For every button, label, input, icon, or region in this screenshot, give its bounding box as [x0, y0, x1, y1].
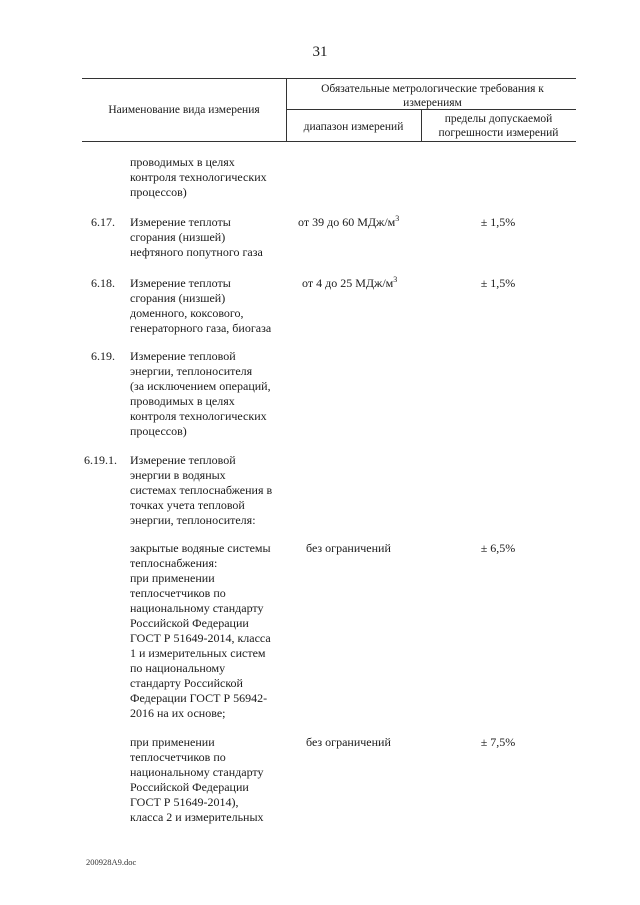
- table-row-text: Измерение теплоты сгорания (низшей) нефтяного попутного газа: [130, 215, 263, 259]
- table-row-range: без ограничений: [306, 735, 391, 749]
- table-row-error: ± 1,5%: [480, 215, 516, 229]
- table-header-bottom-rule: [82, 141, 576, 142]
- table-row-text: Измерение тепловой энергии, теплоносителя (за исключением операций, проводимых в целях контроля технологических процессов): [130, 349, 271, 438]
- table-row-text: Измерение теплоты сгорания (низшей) доменного, коксового, генераторного газа, биогаза: [130, 276, 272, 335]
- table-row-text: закрытые водяные системы теплоснабжения: при применении теплосчетчиков по национальному стандарту Российской Федерации ГОСТ Р 51649-2014, класса 1 и измерительных систем по национальному стандарту Российской Федерации ГОСТ Р 56942- 2016 на их основе;: [130, 541, 271, 720]
- table-row-text: при применении теплосчетчиков по национальному стандарту Российской Федерации ГОСТ Р 51649-2014), класса 2 и измерительных: [130, 735, 264, 824]
- table-row-error: ± 6,5%: [480, 541, 516, 555]
- table-row-range: от 39 до 60 МДж/$м^3$: [298, 214, 400, 229]
- header-measurement-name: Наименование вида измерения: [108, 104, 260, 116]
- table-row-number: 6.19.: [91, 349, 115, 363]
- table-row-range: от 4 до 25 МДж/$м^3$: [302, 275, 398, 290]
- table-row-text: проводимых в целях контроля технологических процессов): [130, 155, 267, 199]
- table-row-number: 6.18.: [91, 276, 115, 290]
- header-error-limits: пределы допускаемой погрешности измерений: [438, 113, 559, 139]
- document-filename: 200928A9.doc: [86, 857, 137, 867]
- table-row-number: 6.17.: [91, 215, 115, 229]
- table-row-number: 6.19.1.: [84, 453, 117, 467]
- header-requirements: Обязательные метрологические требования к измерениям: [321, 83, 544, 109]
- table-row-error: ± 1,5%: [480, 276, 516, 290]
- page-number: 31: [312, 44, 328, 60]
- table-top-rule: [82, 78, 576, 79]
- table-row-error: ± 7,5%: [480, 735, 516, 749]
- table-row-range: без ограничений: [306, 541, 391, 555]
- table-row-text: Измерение тепловой энергии в водяных системах теплоснабжения в точках учета тепловой энергии, теплоносителя:: [130, 453, 273, 527]
- header-range: диапазон измерений: [303, 121, 404, 133]
